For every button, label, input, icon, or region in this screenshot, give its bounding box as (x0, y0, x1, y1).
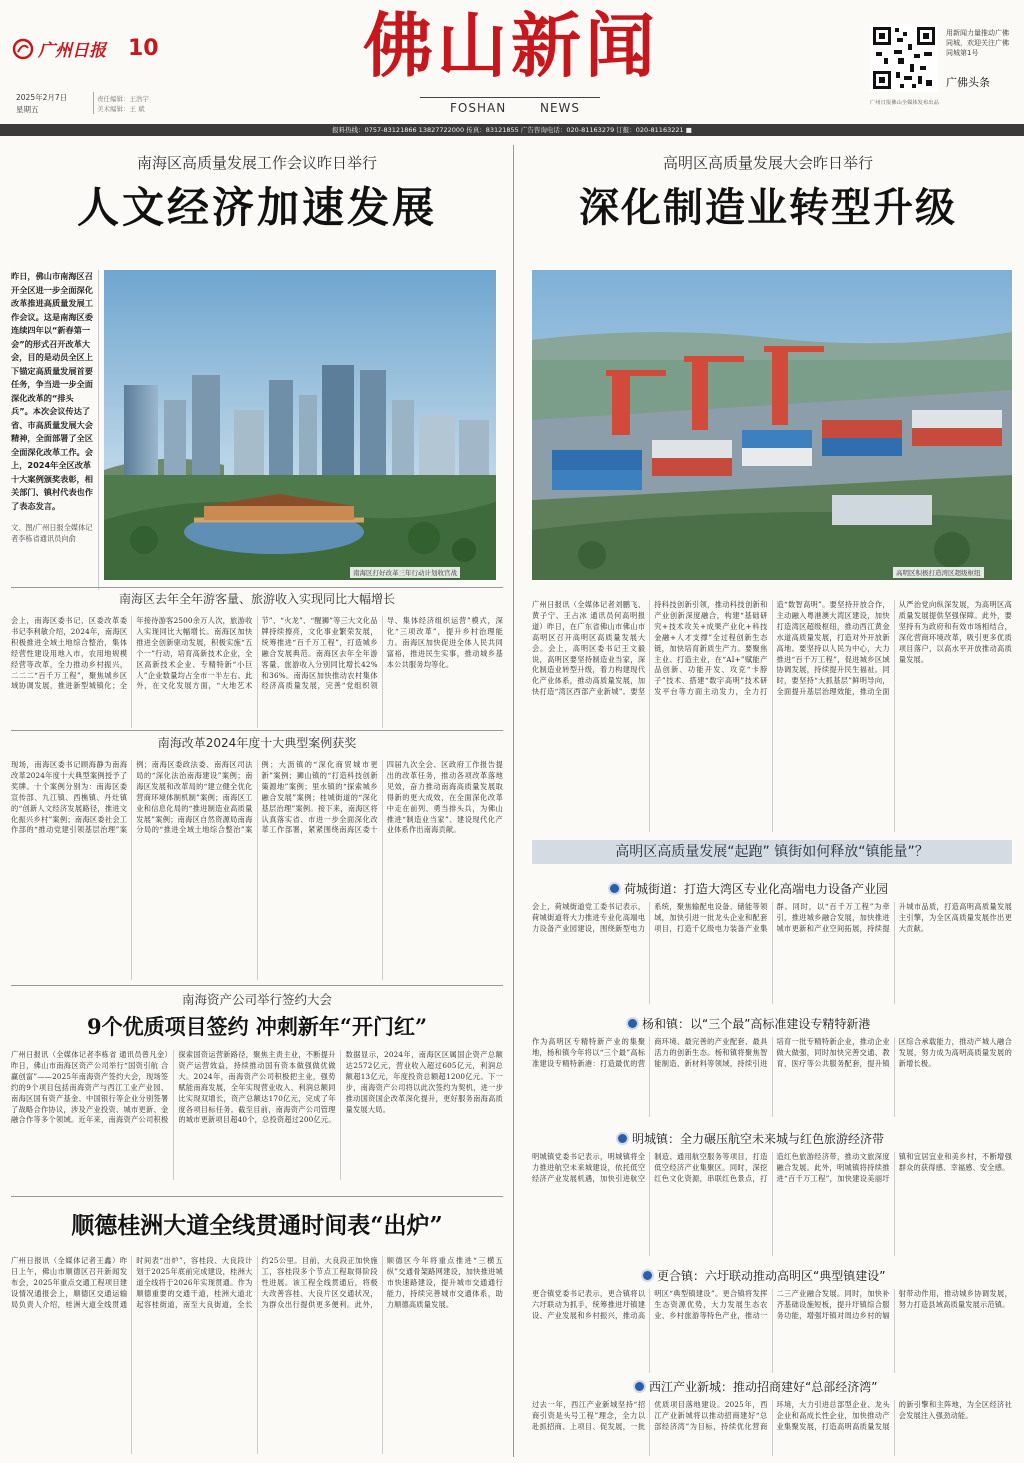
left-lead-intro-text: 昨日，佛山市南海区召开全区进一步全面深化改革推进高质量发展工作会议。这是南海区委连续四年以“新春第一会”的形式召开改革大会，目的是动员全区上下锚定高质量发展首要任务，争当进一步全面深化改革的“排头兵”。本次会议传达了省、市高质量发展大会精神，全面部署了全区全面深化改革工作。会上，2024年全区改革十大案例颁奖表彰，相关部门、镇村代表也作了表态发言。 (11, 271, 93, 511)
qr-caption: 用新闻力量推动广佛同城，欢迎关注广佛同城第1号 (946, 29, 1009, 57)
section-yanghe-title (628, 1015, 870, 1032)
section-bullet-icon (618, 1134, 627, 1143)
paper-logo (12, 36, 106, 61)
issue-date: 2025年2月7日 (16, 93, 68, 102)
section-mingcheng-title (618, 1130, 884, 1147)
right-lead-text: 广州日报讯（全媒体记者刘鹏飞、黄子宁、王占冰 通讯员何高明报道）昨日，在广东省佛山市佛山市高明区召开高明区高质量发展大会。会上，高明区委书记王文毅说，高明区要坚持制造业当家，深化制造业转型升级，着力构建现代化产业体系，推动高质量发展，加快打造“湾区西部产业新城”。要坚持科技创新引领，推动科技创新和产业创新深度融合，构建“基础研究+技术攻关+成果产业化+科技金融+人才支撑”全过程创新生态链，加快培育新质生产力。要聚焦主业、打造主业，在“AI+”赋能产品创新、功能开发、攻克“卡脖子”技术、搭建“数字高明”技术研发平台等方面主动发力，全力打造“数智高明”。要坚持开放合作，主动融入粤港澳大湾区建设，加快打造湾区超级枢纽，推动西江黄金水道高质量发展，打造对外开放新高地。要坚持以人民为中心，大力推进“百千万工程”，促进城乡区域协调发展，持续提升民生福祉。同时，要坚持“大抓基层”鲜明导向，全面提升基层治理效能，推动全面从严治党向纵深发展，为高明区高质量发展提供坚强保障。此外，要坚持有为政府和有效市场相结合，深化营商环境改革，吸引更多优质项目落户，以高水平开放推动高质量发展。 (532, 600, 1012, 697)
signing-kicker: 南海资产公司举行签约大会 (181, 992, 332, 1007)
right-lead-kicker: 高明区高质量发展大会昨日举行 (662, 154, 873, 172)
signing-text: 广州日报讯（全媒体记者李栋省 通讯员曾凡金）昨日，佛山市南海区资产公司举行“国资引航 合赢创富”——2025年南海资产签约大会，现场签约的9个项目包括南海资产与西江工业产业园、南海区国有资产基金、中国银行等企业分别签署了战略合作协议，涉及产业投资、城市更新、金融合作等多个领域。近年来，南海资产公司积极探索国资运营新路径，聚焦主责主业，不断提升资产运营效益，持续推动国有资本做强做优做大。2024年，南海资产公司积极把主业，强势赋能南海发展，全年实现营业收入、利润总额同比实现双增长，资产总额达170亿元，完成了年度各项目标任务。截至目前，南海资产公司管理的城市更新项目超40个，总投资超过200亿元。数据显示，2024年，南海区区属国企资产总额达2572亿元，营业收入超过605亿元，利润总额超13亿元，年度投资总额超1200亿元。下一步，南海资产公司将以此次签约为契机，进一步推动国资国企改革深化提升，更好服务南海高质量发展大局。 (11, 1050, 503, 1125)
section-hecheng-label: 荷城街道：打造大湾区专业化高端电力设备产业园 (624, 882, 889, 896)
editor-credit: 责任编辑：王浩宇 (97, 95, 149, 103)
tourism-text: 会上，南海区委书记、区委改革委书记李利敏介绍，2024年，南海区积极推进全域土地综合整治，集体经营性建设用地入市，农用地规模经营等改革，全力推动乡村振兴，二二二“百千万工程”，聚焦城乡区域协调发展，推进新型城镇化；全年接待游客2500余万人次，旅游收入实现同比大幅增长。南海区加快推进全创新驱动发展，积极实施“五个一”行动，培育高新技术企业，全区高新技术企业、专精特新“小巨人”企业数量均占全市一半左右。此外，在文化发展方面，“大地艺术节”、“火龙”、“醒狮”等三大文化品牌持续擦亮，文化事业繁荣发展，统筹推进“百千万工程”，打造城乡融合发展典范。南海区去年全年游客量、旅游收入分别同比增长42%和36%。南海区加快推动农村集体经济高质量发展，完善“党组织领导、集体经济组织运营”模式，深化“三项改革”，提升乡村治理能力。南海区加快促进全体人民共同富裕，推进民生实事，推动城乡基本公共服务均等化。 (11, 616, 503, 691)
title-divider-left (93, 92, 94, 114)
masthead (0, 0, 1024, 134)
signing-headline: 9个优质项目签约 冲刺新年“开门红” (86, 1014, 428, 1039)
column-name: 广佛头条 (946, 76, 990, 89)
section-xijiang-text: 过去一年，西江产业新城坚持“招商引资是头号工程”理念，全力以赴抓招商、上项目、促发展，一批优质项目落地建设。2025年，西江产业新城将以推动招商建好“总部经济湾”为目标，持续优化营商环境，大力引进总部型企业、龙头企业和高成长性企业，加快推动产业集聚发展，打造高明高质量发展的新引擎和主阵地，为全区经济社会发展注入强劲动能。 (532, 1400, 1012, 1431)
left-rule-2 (11, 730, 503, 731)
left-lead-kicker: 南海区高质量发展工作会议昨日举行 (136, 154, 377, 172)
section-xijiang-label: 西江产业新城：推动招商建好“总部经济湾” (649, 1380, 878, 1394)
left-lead-photo-caption: 南海区打好改革三年行动计划收官战 (350, 567, 460, 578)
section-mingcheng-text: 明城镇党委书记表示，明城镇将全力推进航空未来城建设，依托低空经济产业发展机遇，加快引进航空制造、通用航空服务等项目，打造低空经济产业集聚区。同时，深挖红色文化资源，串联红色景点，打造红色旅游经济带，推动文旅深度融合发展。此外，明城镇将持续推进“百千万工程”，加快建设美丽圩镇和宜居宜业和美乡村，不断增强群众的获得感、幸福感、安全感。 (532, 1152, 1012, 1183)
reform-text: 现场，南海区委书记顾海静为南海改革2024年度十大典型案例授予了奖牌。十个案例分别为：南海区委宣传部、九江镇、西樵镇、丹灶镇的“创新人文经济发展路径，推进文化振兴乡村”案例；南海区委社会工作部的“推动党建引领基层治理”案例；南海区委政法委、南海区司法局的“深化法治南海建设”案例；南海区发展和改革局的“建立健全优化营商环境体制机制”案例；南海区工业和信息化局的“推进制造业高质量发展”案例；南海区自然资源局南海分局的“推进全域土地综合整治”案例；大沥镇的“深化商贸城市更新”案例；狮山镇的“打造科技创新策源地”案例；里水镇的“探索城乡融合发展”案例；桂城街道的“深化基层治理”案例。接下来，南海区将认真落实省、市进一步全面深化改革工作部署，紧紧围绕南海区委十四届九次全会、区政府工作报告提出的改革任务，推动各项改革落地见效，奋力推动南海高质量发展取得新的更大成效，在全面深化改革中走在前列、勇当排头兵，为佛山推进“制造业当家”、建设现代化产业体系作出南海贡献。 (11, 760, 503, 835)
section-xijiang-title (635, 1378, 877, 1395)
tourism-headline: 南海区去年全年游客量、旅游收入实现同比大幅增长 (118, 592, 395, 606)
section-hecheng-title (610, 880, 888, 897)
nanhai-city-photo (104, 270, 496, 580)
section-bullet-icon (635, 1382, 644, 1391)
title-en-news: NEWS (540, 101, 581, 115)
section-bullet-icon (643, 1271, 652, 1280)
left-lead-intro (11, 270, 99, 590)
column-divider (513, 145, 514, 1457)
left-lead-headline: 人文经济加速发展 (76, 183, 437, 232)
left-rule-4 (11, 1196, 503, 1197)
right-lead-photo-caption: 高明区积极打造湾区超级枢纽 (893, 567, 984, 578)
guizhou-text: 广州日报讯（全媒体记者王鑫）昨日上午，佛山市顺德区召开新闻发布会，2025年重点交通工程项目建设情况通报会上，顺德区交通运输局负责人介绍，桂洲大道全线贯通时间表“出炉”，容桂段、大良段计划于2025年底前完成建设，桂洲大道全线将于2026年实现贯通。作为顺德重要的交通干道，桂洲大道北起容桂街道，南至大良街道，全长约25公里。目前，大良段正加快施工，容桂段多个节点工程取得阶段性进展。该工程全线贯通后，将极大改善容桂、大良片区交通状况，为群众出行提供更多便利。此外，顺德区今年将重点推进“三横五纵”交通骨架路网建设，加快推进城市快速路建设，提升城市交通通行能力，持续完善城市交通体系，助力顺德高质量发展。 (11, 1256, 503, 1309)
page-number: 10 (128, 36, 159, 61)
section-hecheng-text: 会上，荷城街道党工委书记表示，荷城街道将大力推进专业化高端电力设备产业园建设，围绕新型电力系统，聚焦输配电设备、储能等领域，加快引进一批龙头企业和配套项目，打造千亿级电力装备产业集群。同时，以“百千万工程”为牵引，推进城乡融合发展，加快推进城市更新和产业空间拓展，持续提升城市品质，打造高明高质量发展主引擎，为全区高质量发展作出更大贡献。 (532, 902, 1012, 933)
hotline-bar: 报料热线：0757-83121866 13827722000 传真：83121855 广告咨询电话：020-81163279 订报：020-81163221 ■ (0, 124, 1024, 136)
section-yanghe-label: 杨和镇：以“三个最”高标准建设专精特新港 (642, 1017, 871, 1031)
left-rule-3 (11, 985, 503, 986)
qr-note: 广州日报佛山全媒体发布出品 (870, 100, 939, 106)
left-lead-byline: 文、图/广州日报全媒体记者李栋省通讯员向俞 (11, 523, 93, 543)
paper-logo-icon (12, 38, 34, 60)
gaoming-port-photo (532, 270, 1012, 580)
reform-headline: 南海改革2024年度十大典型案例获奖 (157, 736, 357, 750)
section-bullet-icon (610, 884, 619, 893)
section-bullet-icon (628, 1019, 637, 1028)
gaoming-towns-band: 高明区高质量发展“起跑” 镇街如何释放“镇能量”？ (532, 840, 1012, 864)
section-genghe-title (643, 1267, 885, 1284)
right-lead-headline: 深化制造业转型升级 (579, 184, 957, 231)
qr-code-icon (870, 24, 938, 92)
title-en-foshan: FOSHAN (450, 101, 507, 115)
section-yanghe-text: 作为高明区专精特新产业的集聚地，杨和镇今年将以“三个最”高标准建设专精特新港：打造最优的营商环境、最完善的产业配套、最具活力的创新生态。杨和镇将聚焦智能制造、新材料等领域，持续引进培育一批专精特新企业，推动企业做大做强，同时加快完善交通、教育、医疗等公共服务配套，提升镇区综合承载能力，推动产城人融合发展，努力成为高明高质量发展的新增长极。 (532, 1037, 1012, 1068)
section-genghe-text: 更合镇党委书记表示，更合镇将以六圩联动为抓手，统筹推进圩镇建设、产业发展和乡村振兴，推动高明区“典型镇建设”。更合镇将发挥生态资源优势，大力发展生态农业、乡村旅游等特色产业，推动一二三产业融合发展。同时，加快补齐基础设施短板，提升圩镇综合服务功能，增强圩镇对周边乡村的辐射带动作用，推动城乡协调发展，努力打造县域高质量发展示范镇。 (532, 1289, 1012, 1320)
paper-name: 广州日报 (38, 41, 106, 61)
section-genghe-label: 更合镇：六圩联动推动高明区“典型镇建设” (657, 1269, 886, 1283)
section-mingcheng-label: 明城镇：全力碾压航空未来城与红色旅游经济带 (632, 1132, 885, 1146)
designer-credit: 美术编辑：王 斌 (97, 105, 145, 113)
issue-weekday: 星期五 (16, 105, 39, 114)
page-title: 佛山新闻 (363, 4, 659, 87)
title-rule (420, 97, 600, 98)
left-rule-1 (11, 587, 503, 588)
guizhou-headline: 顺德桂洲大道全线贯通时间表“出炉” (71, 1212, 443, 1239)
